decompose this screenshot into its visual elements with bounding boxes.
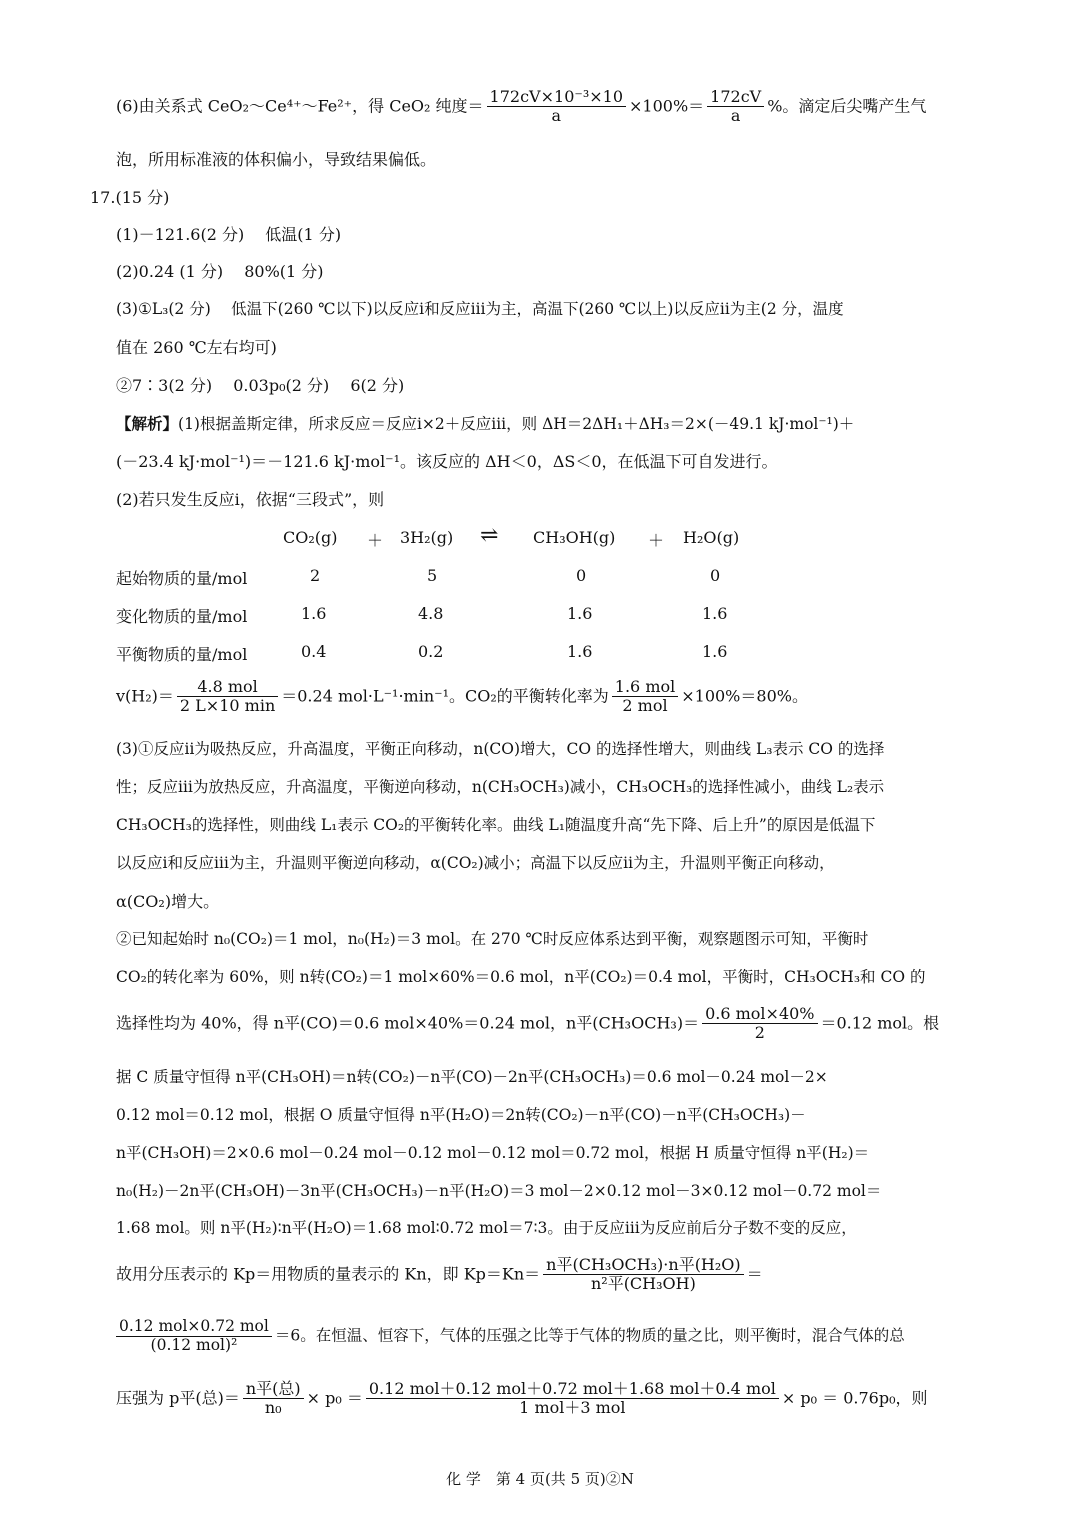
p3-line3: CH₃OCH₃的选择性，则曲线 L₁表示 CO₂的平衡转化率。曲线 L₁随温度升高“先下降、后上升”的原因是低温下 <box>116 816 876 834</box>
purity-fraction-2: $\frac{172cV}{a}$ <box>707 88 764 126</box>
analysis-line1: 【解析】(1)根据盖斯定律，所求反应＝反应ⅰ×2＋反应ⅲ，则 ΔH＝2ΔH₁＋ΔH₃＝2×(－49.1 kJ·mol⁻¹)＋ <box>116 414 855 433</box>
rate-line: v(H₂)＝ $\frac{\text{4.8 mol}}{2 L\times 10 \min}$ ＝0.24 mol·L⁻¹·min⁻¹。CO₂的平衡转化率为 $\frac{\text{1.6 mol}}{\text{2 mol}}$ ×100%＝80%。 <box>116 677 808 716</box>
p3-line2: 性；反应ⅲ为放热反应，升高温度，平衡逆向移动，n(CH₃OCH₃)减小，CH₃OCH₃的选择性减小，曲线 L₂表示 <box>116 778 885 796</box>
q17-answer-2: (2)0.24 (1 分) 80%(1 分) <box>116 262 324 281</box>
p3-line1: (3)①反应ⅱ为吸热反应，升高温度，平衡正向移动，n(CO)增大，CO 的选择性增大，则曲线 L₃表示 CO 的选择 <box>116 740 885 758</box>
q17-answer-3-line1: (3)①L₃(2 分) 低温下(260 ℃以下)以反应ⅰ和反应ⅲ为主，高温下(260 ℃以上)以反应ⅱ为主(2 分，温度 <box>116 300 844 318</box>
reaction-equation: CO₂(g) ＋ 3H₂(g) ⇌ CH₃OH(g) ＋ H₂O(g) <box>283 523 740 550</box>
p4-line4: 据 C 质量守恒得 n平(CH₃OH)＝n转(CO₂)－n平(CO)－2n平(CH₃OCH₃)＝0.6 mol－0.24 mol－2× <box>116 1068 828 1086</box>
pressure-ratio-fraction: $\frac{\text{n平(总)}}{\text{n₀}}$ <box>243 1380 304 1418</box>
p4-line2: CO₂的转化率为 60%，则 n转(CO₂)＝1 mol×60%＝0.6 mol，n平(CO₂)＝0.4 mol，平衡时，CH₃OCH₃和 CO 的 <box>116 968 926 986</box>
q17-answer-1: (1)－121.6(2 分) 低温(1 分) <box>116 225 342 244</box>
analysis-label: 【解析】 <box>116 414 179 433</box>
rate-fraction: $\frac{\text{4.8 mol}}{2 L\times 10 \min}$ <box>177 678 278 716</box>
p4-line6: n平(CH₃OH)＝2×0.6 mol－0.24 mol－0.12 mol－0.12 mol＝0.72 mol，根据 H 质量守恒得 n平(H₂)＝ <box>116 1144 870 1162</box>
selectivity-fraction: $\frac{\text{0.6 mol×40\%}}{2}$ <box>702 1005 817 1043</box>
page-footer: 化 学 第 4 页(共 5 页)②N <box>446 1470 634 1488</box>
three-stage-table: 起始物质的量/mol 2 5 0 0 变化物质的量/mol 1.6 4.8 1.6 1.6 平衡物质的量/mol 0.4 0.2 1.6 1.6 <box>116 566 728 664</box>
p6-line2: 泡，所用标准液的体积偏小，导致结果偏低。 <box>116 150 437 169</box>
p3-line4: 以反应ⅰ和反应ⅲ为主，升温则平衡逆向移动，α(CO₂)减小；高温下以反应ⅱ为主，升温则平衡正向移动， <box>116 854 835 872</box>
p6-text-a: (6)由关系式 CeO₂～Ce⁴⁺～Fe²⁺，得 CeO₂ 纯度＝ <box>116 96 484 116</box>
p4-line3: 选择性均为 40%，得 n平(CO)＝0.6 mol×40%＝0.24 mol，n平(CH₃OCH₃)＝ $\frac{\text{0.6 mol×40\%}}{2}$ ＝0.12 mol。根 <box>116 1004 940 1043</box>
purity-fraction-1: $\frac{\text{172cV×10⁻³×10}}{a}$ <box>487 88 626 126</box>
p3-line5: α(CO₂)增大。 <box>116 892 220 911</box>
q17-heading: 17.(15 分) <box>90 188 170 207</box>
equilibrium-arrow-icon: ⇌ <box>480 523 499 548</box>
p4-line9: 故用分压表示的 Kp＝用物质的量表示的 Kn，即 Kp＝Kn＝ $\frac{\text{n平(CH₃OCH₃)·n平(H₂O)}}{\text{n²平(CH₃OH)}}$ ＝ <box>116 1255 763 1294</box>
p4-line10: $\frac{\text{0.12 mol×0.72 mol}}{\text{(0.12 mol)²}}$ ＝6。在恒温、恒容下，气体的压强之比等于气体的物质的量之比，则平衡时，混合气体的总 <box>116 1318 990 1355</box>
analysis-line3: (2)若只发生反应ⅰ，依据“三段式”，则 <box>116 490 385 509</box>
p6-line1: (6)由关系式 CeO₂～Ce⁴⁺～Fe²⁺，得 CeO₂ 纯度＝ $\frac{\text{172cV×10⁻³×10}}{a}$ ×100%＝ $\frac{172cV}{a}$ %。滴定后尖嘴产生气 <box>116 87 927 126</box>
p4-line8: 1.68 mol。则 n平(H₂)∶n平(H₂O)＝1.68 mol∶0.72 mol＝7∶3。由于反应ⅲ为反应前后分子数不变的反应， <box>116 1219 857 1237</box>
analysis-line2: (－23.4 kJ·mol⁻¹)＝－121.6 kJ·mol⁻¹。该反应的 ΔH＜0，ΔS＜0，在低温下可自发进行。 <box>116 452 778 471</box>
p4-line5: 0.12 mol＝0.12 mol，根据 O 质量守恒得 n平(H₂O)＝2n转(CO₂)－n平(CO)－n平(CH₃OCH₃)－ <box>116 1106 806 1124</box>
q17-answer-3-line2: 值在 260 ℃左右均可) <box>116 338 277 357</box>
p4-line1: ②已知起始时 n₀(CO₂)＝1 mol，n₀(H₂)＝3 mol。在 270 ℃时反应体系达到平衡，观察题图示可知，平衡时 <box>116 930 869 948</box>
conversion-fraction: $\frac{\text{1.6 mol}}{\text{2 mol}}$ <box>612 678 678 716</box>
p4-line11: 压强为 p平(总)＝ $\frac{\text{n平(总)}}{\text{n₀}}$ × p₀ ＝ $\frac{\text{0.12 mol＋0.12 mol＋0.72 mol＋1.68 mol＋0.4 mol}}{\text{1 mol＋3 mol}}$ × p₀ ＝ 0.76p₀，则 <box>116 1379 928 1418</box>
kp-fraction: $\frac{\text{n平(CH₃OCH₃)·n平(H₂O)}}{\text{n²平(CH₃OH)}}$ <box>543 1256 744 1294</box>
p4-line7: n₀(H₂)－2n平(CH₃OH)－3n平(CH₃OCH₃)－n平(H₂O)＝3 mol－2×0.12 mol－3×0.12 mol－0.72 mol＝ <box>116 1182 882 1200</box>
kp-value-fraction: $\frac{\text{0.12 mol×0.72 mol}}{\text{(0.12 mol)²}}$ <box>116 1318 272 1355</box>
q17-answer-3-line3: ②7∶3(2 分) 0.03p₀(2 分) 6(2 分) <box>116 376 405 395</box>
total-pressure-fraction: $\frac{\text{0.12 mol＋0.12 mol＋0.72 mol＋1.68 mol＋0.4 mol}}{\text{1 mol＋3 mol}}$ <box>366 1380 779 1418</box>
